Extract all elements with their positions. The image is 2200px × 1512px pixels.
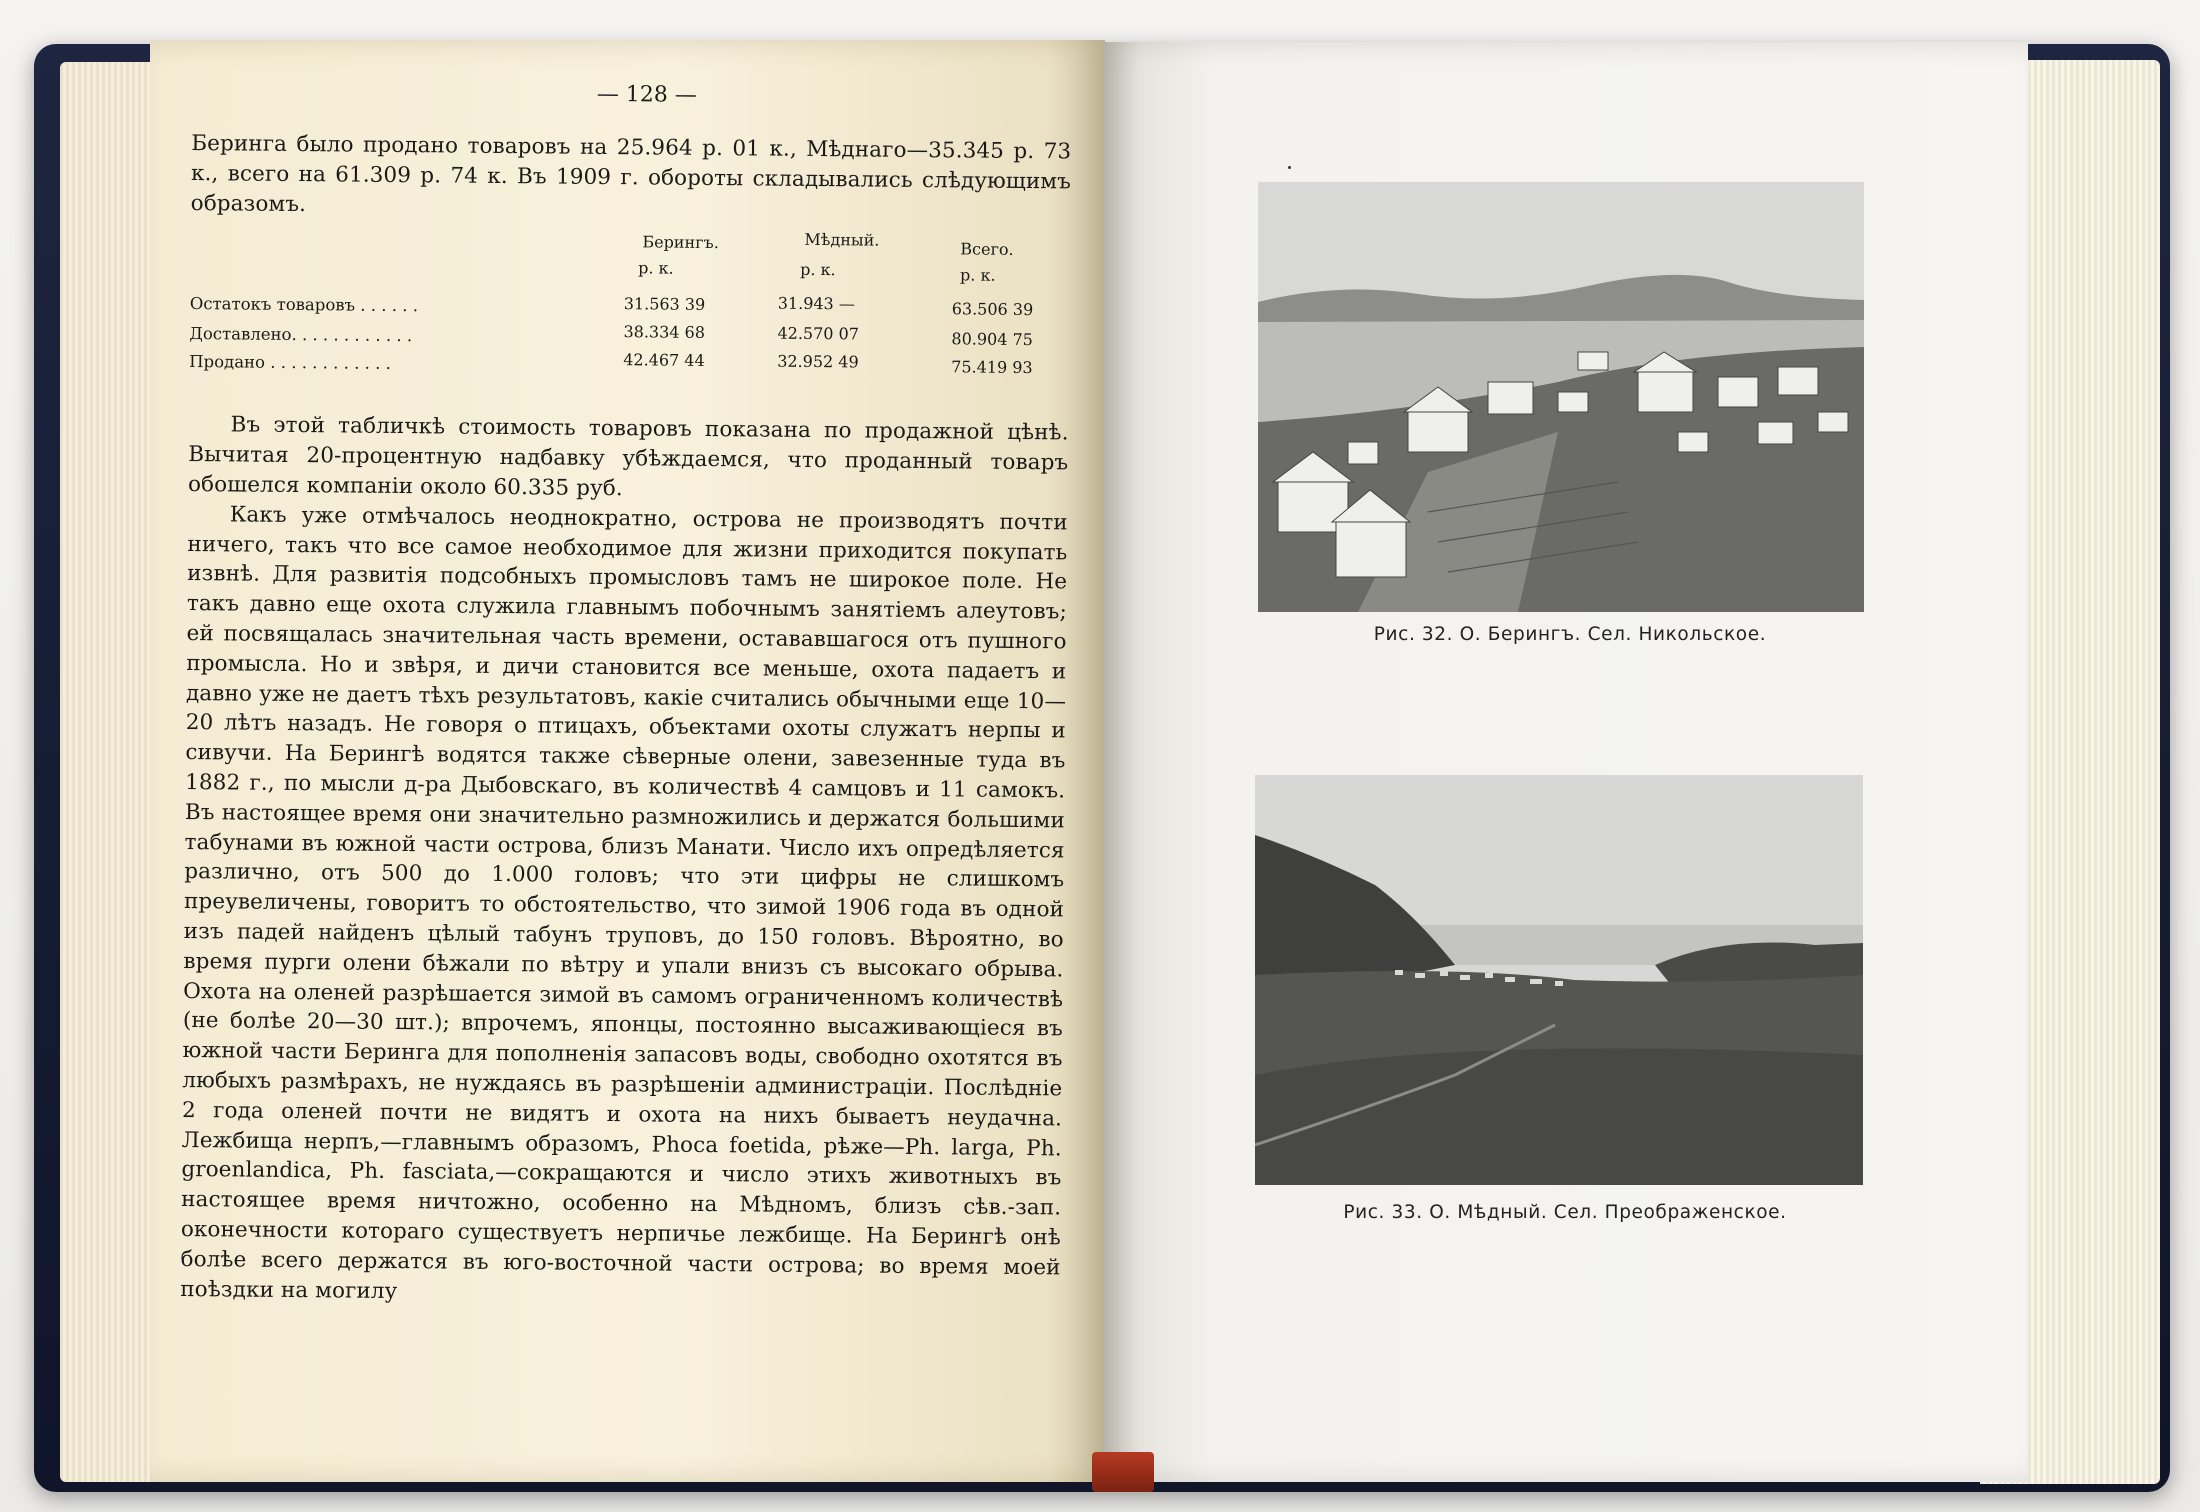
row-label: Остатокъ товаровъ . . . . . . (189, 294, 419, 316)
col-unit-medny: р. к. (800, 260, 836, 280)
figure-33-caption: Рис. 33. О. Мѣдный. Сел. Преображенское. (1343, 1202, 1787, 1223)
cell-total: 63.506 39 (951, 299, 1034, 320)
spine-ribbon (1092, 1452, 1154, 1492)
cell-total: 80.904 75 (951, 329, 1033, 350)
figure-32-caption: Рис. 32. О. Берингъ. Сел. Никольское. (1373, 624, 1767, 645)
left-page-text (180, 72, 1072, 1313)
col-header-medny: Мѣдный. (804, 230, 880, 250)
coast-photo (1255, 775, 1863, 1185)
col-unit-total: р. к. (959, 265, 996, 286)
cell-bering: 42.467 44 (623, 350, 705, 371)
paragraph-1: Въ этой табличкѣ стоимость товаровъ показана по продажной цѣнѣ. Вычитая 20-процентную надбавку убѣждаемся, что проданный товаръ обошелся компаніи около 60.335 руб. (187, 412, 1069, 502)
cell-bering: 38.334 68 (623, 322, 706, 343)
col-header-bering: Берингъ. (642, 232, 719, 253)
col-header-total: Всего. (960, 239, 1014, 260)
cell-bering: 31.563 39 (623, 294, 706, 315)
page-number: — 128 — (596, 81, 697, 108)
intro-paragraph: Беринга было продано товаровъ на 25.964 р. 01 к., Мѣднаго—35.345 р. 73 к., всего на 61.309 р. 74 к. Въ 1909 г. обороты складывались слѣдующимъ образомъ. (190, 130, 1072, 217)
paragraph-2: Какъ уже отмѣчалось неоднократно, острова не производятъ почти ничего, такъ что все самое необходимое для жизни приходится покупать извнѣ. Для развитія подсобныхъ промысловъ тамъ не широкое поле. Не такъ давно еще охота служила главнымъ побочнымъ занятіемъ алеутовъ; ей посвящалась значительная часть времени, остававшагося отъ пушного промысла. Но и звѣря, и дичи становится все меньше, охота падаетъ и давно уже не даетъ тѣхъ результатовъ, какіе считались обычными еще 10—20 лѣтъ назадъ. Не говоря о птицахъ, объектами охоты служатъ нерпы и сивучи. На Берингѣ водятся также сѣверные олени, завезенные туда въ 1882 г., по мысли д-ра Дыбовскаго, въ количествѣ 4 самцовъ и 11 самокъ. Въ настоящее время они значительно размножились и держатся большими табунами въ южной части острова, близъ Манати. Число ихъ опредѣляется различно, отъ 500 до 1.000 головъ; что эти цифры не слишкомъ преувеличены, говоритъ то обстоятельство, что зимой 1906 года въ одной изъ падей найденъ цѣлый табунъ труповъ, до 150 головъ. Вѣроятно, во время пурги олени бѣжали по вѣтру и упали внизъ съ высокаго обрыва. Охота на оленей разрѣшается зимой въ самомъ ограниченномъ количествѣ (не болѣе 20—30 шт.); впрочемъ, японцы, постоянно высаживающіеся въ южной части Беринга для пополненія запасовъ воды, свободно охотятся въ любыхъ размѣрахъ, не нуждаясь въ разрѣшеніи администраціи. Послѣдніе 2 года оленей почти не видятъ и охота на нихъ бываетъ неудачна. Лежбища нерпъ,—главнымъ образомъ, Phoca foetida, рѣже—Ph. larga, Ph. groenlandica, Ph. fasciata,—сокращаются и число этихъ животныхъ въ настоящее время ничтожно, особенно на Мѣдномъ, близъ сѣв.-зап. оконечности котораго существуетъ нерпичье лежбище. На Берингѣ онѣ болѣе всего держатся въ юго-восточной части острова; во время моей поѣздки на могилу (180, 502, 1068, 1304)
col-unit-bering: р. к. (638, 258, 674, 279)
cell-medny: 32.952 49 (777, 352, 859, 372)
row-label: Доставлено. . . . . . . . . . . . (189, 324, 413, 346)
row-label: Продано . . . . . . . . . . . . (189, 352, 392, 374)
page-speck (1288, 166, 1291, 169)
turnover-table (189, 226, 1079, 405)
cell-medny: 42.570 07 (777, 324, 860, 344)
village-photo (1258, 182, 1864, 612)
cell-total: 75.419 93 (951, 357, 1033, 378)
cell-medny: 31.943 — (777, 294, 855, 314)
